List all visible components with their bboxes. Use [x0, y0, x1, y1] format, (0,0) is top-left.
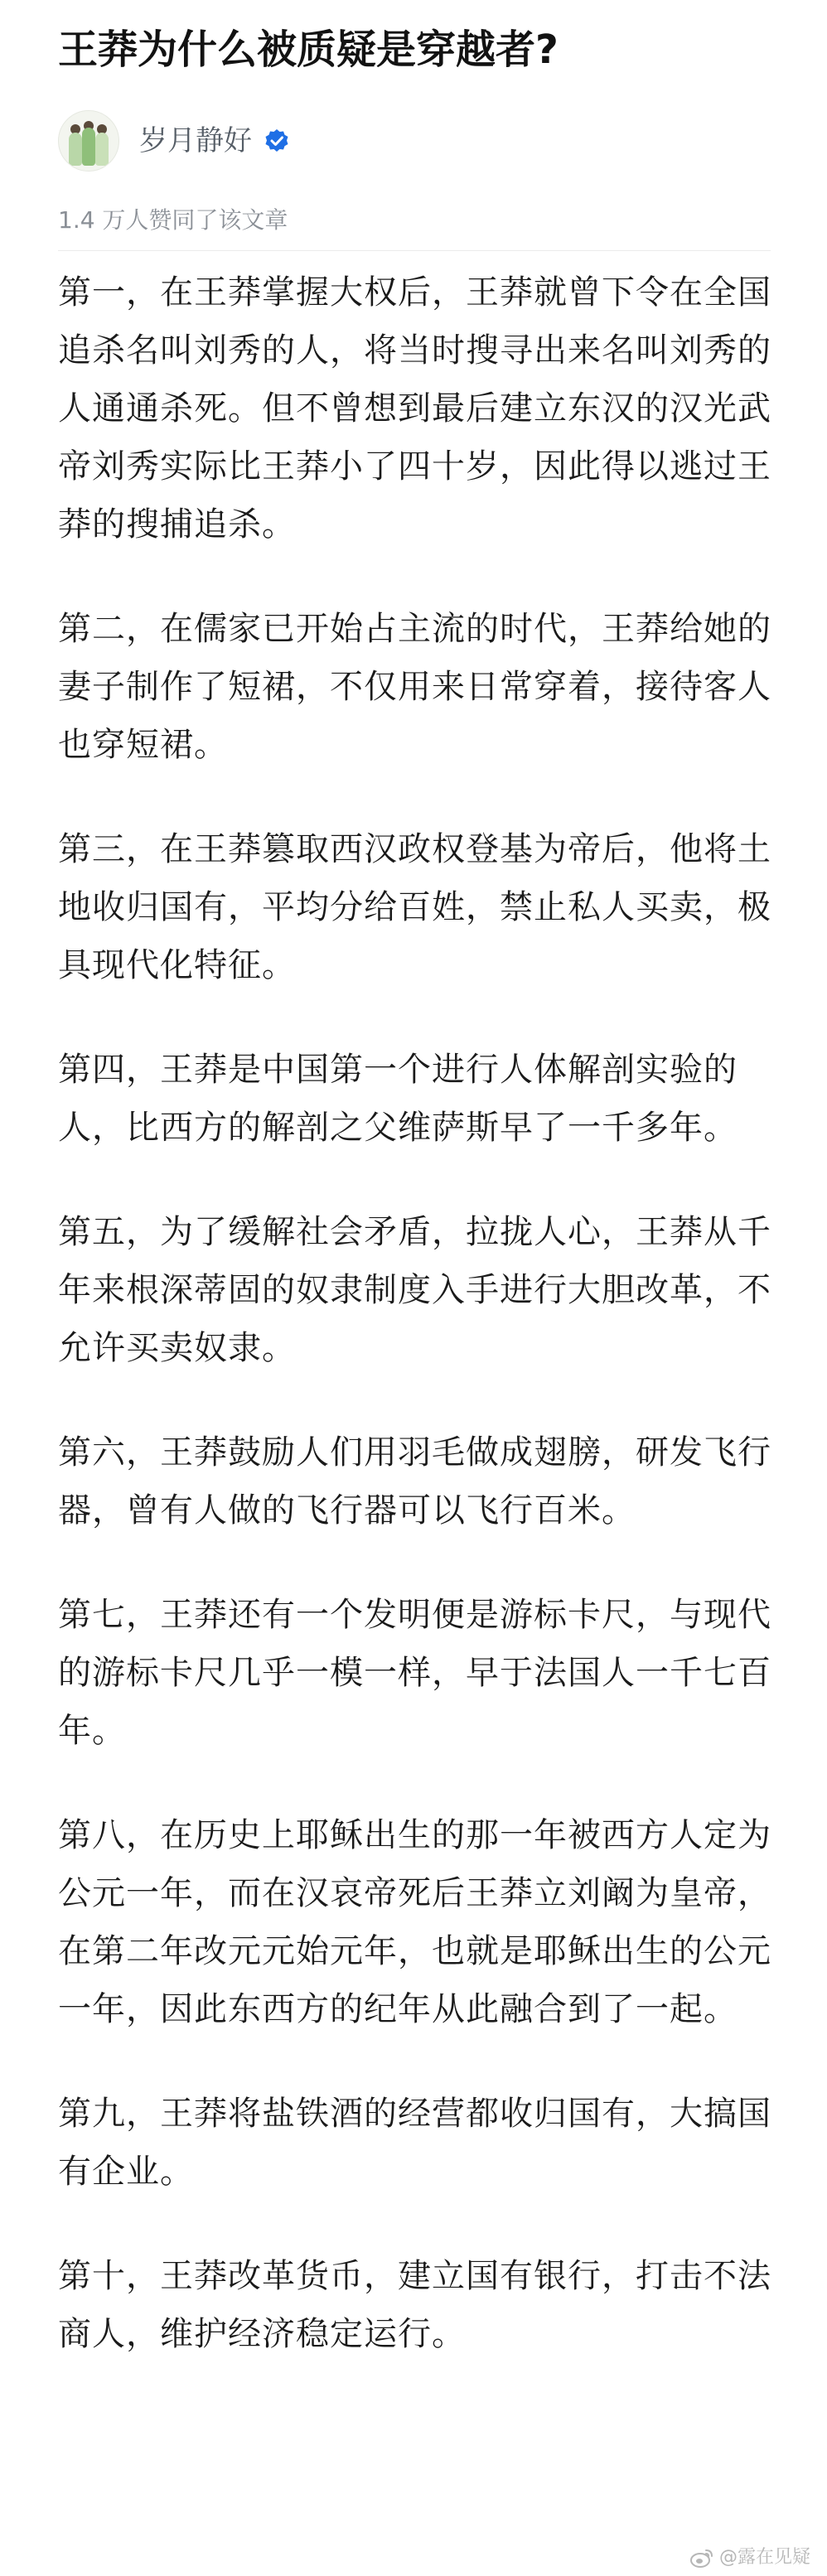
divider	[58, 250, 771, 251]
paragraph-4: 第四，王莽是中国第一个进行人体解剖实验的人，比西方的解剖之父维萨斯早了一千多年。	[58, 1051, 738, 1147]
weibo-logo-icon	[689, 2547, 714, 2569]
article-title: 王莽为什么被质疑是穿越者?	[58, 27, 559, 73]
paragraph-1: 第一，在王莽掌握大权后，王莽就曾下令在全国追杀名叫刘秀的人，将当时搜寻出来名叫刘秀的人通通杀死。但不曾想到最后建立东汉的汉光武帝刘秀实际比王莽小了四十岁，因此得以逃过王莽的搜捕追杀。	[58, 273, 771, 544]
paragraph-3: 第三，在王莽篡取西汉政权登基为帝后，他将土地收归国有，平均分给百姓，禁止私人买卖，极具现代化特征。	[58, 830, 771, 984]
likes-count: 1.4 万人赞同了该文章	[58, 206, 288, 234]
paragraph-7: 第七，王莽还有一个发明便是游标卡尺，与现代的游标卡尺几乎一模一样，早于法国人一千七百年。	[58, 1596, 771, 1750]
paragraph-8: 第八，在历史上耶稣出生的那一年被西方人定为公元一年，而在汉哀帝死后王莽立刘阚为皇帝，在第二年改元元始元年，也就是耶稣出生的公元一年，因此东西方的纪年从此融合到了一起。	[58, 1816, 771, 2028]
paragraph-5: 第五，为了缓解社会矛盾，拉拢人心，王莽从千年来根深蒂固的奴隶制度入手进行大胆改革，不允许买卖奴隶。	[58, 1213, 771, 1367]
verified-check-icon	[264, 128, 290, 154]
article-body	[58, 263, 779, 2409]
paragraph-6: 第六，王莽鼓励人们用羽毛做成翅膀，研发飞行器，曾有人做的飞行器可以飞行百米。	[58, 1433, 771, 1530]
avatar[interactable]	[58, 110, 119, 172]
author-row[interactable]	[58, 108, 290, 174]
paragraph-2: 第二，在儒家已开始占主流的时代，王莽给她的妻子制作了短裙，不仅用来日常穿着，接待客人也穿短裙。	[58, 610, 771, 764]
author-name[interactable]: 岁月静好	[139, 124, 252, 157]
paragraph-9: 第九，王莽将盐铁酒的经营都收归国有，大搞国有企业。	[58, 2095, 771, 2191]
paragraph-10: 第十，王莽改革货币，建立国有银行，打击不法商人，维护经济稳定运行。	[58, 2257, 771, 2353]
watermark	[689, 2546, 810, 2569]
watermark-text: @露在见疑	[718, 2547, 810, 2568]
